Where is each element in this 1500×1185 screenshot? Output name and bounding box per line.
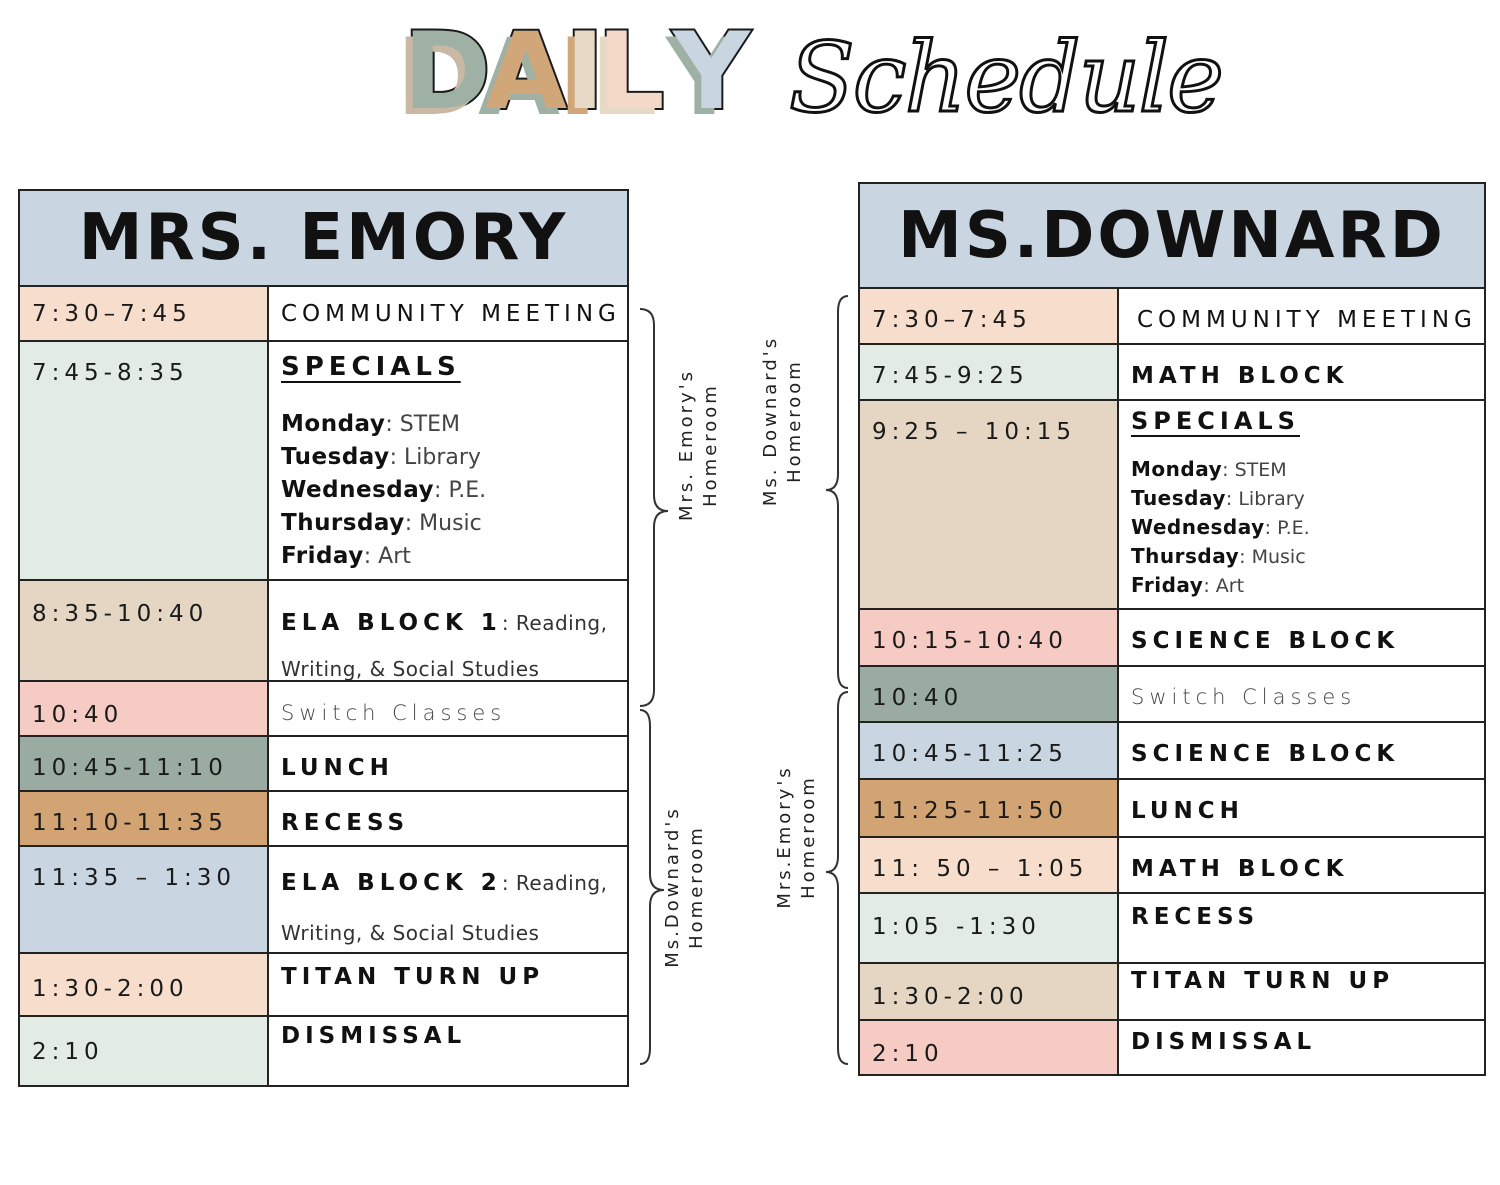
downard-act-titan	[1119, 964, 1484, 1020]
emory-time-ela1: 8:35-10:40	[20, 581, 269, 681]
emory-specials-tuesday: Tuesday: Library	[281, 444, 481, 470]
downard-label-math2: MATH BLOCK	[1131, 856, 1349, 882]
emory-time-ela2: 11:35 – 1:30	[20, 847, 269, 953]
downard-row-community	[860, 287, 1484, 344]
downard-label-lunch: LUNCH	[1131, 798, 1244, 824]
downard-specials-tuesday: Tuesday: Library	[1131, 486, 1305, 510]
emory-schedule	[18, 189, 629, 1087]
downard-label-switch: Switch Classes	[1131, 685, 1357, 709]
emory-act-specials	[269, 342, 627, 580]
downard-act-recess	[1119, 894, 1484, 963]
emory-label-titan: TITAN TURN UP	[281, 964, 545, 990]
downard-row-specials	[860, 399, 1484, 609]
emory-label-switch: Switch Classes	[281, 701, 507, 725]
downard-row-lunch	[860, 778, 1484, 837]
downard-time-titan: 1:30-2:00	[860, 964, 1119, 1020]
title-schedule: Schedule	[789, 22, 1222, 134]
brace-downard-top	[826, 296, 848, 688]
title-letter-l: L	[597, 10, 665, 133]
downard-time-math1: 7:45-9:25	[860, 345, 1119, 400]
emory-time-dismissal: 2:10	[20, 1017, 269, 1085]
emory-row-switch	[20, 680, 627, 736]
downard-row-dismissal	[860, 1019, 1484, 1074]
downard-schedule	[858, 182, 1486, 1076]
downard-act-math2	[1119, 838, 1484, 893]
emory-label-ela1: ELA BLOCK 1	[281, 610, 502, 636]
downard-time-science2: 10:45-11:25	[860, 723, 1119, 779]
downard-act-science1	[1119, 610, 1484, 666]
downard-time-recess: 1:05 -1:30	[860, 894, 1119, 963]
emory-time-community: 7:30–7:45	[20, 287, 269, 341]
emory-act-lunch	[269, 737, 627, 791]
emory-row-dismissal	[20, 1015, 627, 1085]
brace-label-downard-top: Ms. Downard's Homeroom	[760, 335, 805, 507]
downard-header	[860, 184, 1484, 289]
emory-time-recess: 11:10-11:35	[20, 792, 269, 846]
downard-act-switch	[1119, 667, 1484, 722]
downard-label-dismissal: DISMISSAL	[1131, 1029, 1317, 1055]
emory-specials-thursday: Thursday: Music	[281, 510, 482, 536]
brace-label-emory-bottom: Ms.Downard's Homeroom	[662, 806, 707, 968]
downard-act-lunch	[1119, 780, 1484, 837]
downard-time-community: 7:30–7:45	[860, 289, 1119, 344]
brace-downard-bottom	[826, 692, 848, 1064]
downard-time-lunch: 11:25-11:50	[860, 780, 1119, 837]
emory-note-ela1-b: Writing, & Social Studies	[281, 657, 540, 681]
emory-time-specials: 7:45-8:35	[20, 342, 269, 580]
emory-row-lunch	[20, 735, 627, 791]
emory-label-ela2: ELA BLOCK 2	[281, 870, 502, 896]
downard-act-community	[1119, 289, 1484, 344]
emory-row-specials	[20, 340, 627, 580]
emory-act-ela2: ELA BLOCK 2: Reading, Writing, & Social Studies	[281, 870, 608, 945]
brace-emory-top	[640, 309, 668, 706]
emory-act-recess	[269, 792, 627, 846]
emory-act-switch	[269, 682, 627, 736]
emory-specials-wednesday: Wednesday: P.E.	[281, 477, 487, 503]
downard-row-math1	[860, 343, 1484, 400]
page-title	[385, 10, 1222, 134]
downard-label-science2: SCIENCE BLOCK	[1131, 741, 1400, 767]
downard-time-dismissal: 2:10	[860, 1021, 1119, 1074]
downard-row-science1	[860, 608, 1484, 666]
downard-label-titan: TITAN TURN UP	[1131, 968, 1395, 994]
title-letter-d: D	[403, 10, 491, 133]
brace-label-downard-bottom: Mrs.Emory's Homeroom	[774, 765, 819, 909]
emory-act-community	[269, 287, 627, 341]
emory-row-community	[20, 285, 627, 341]
emory-note-ela2-b: Writing, & Social Studies	[281, 921, 540, 945]
emory-act-titan	[269, 954, 627, 1016]
downard-label-specials: SPECIALS	[1131, 407, 1300, 435]
downard-act-dismissal	[1119, 1021, 1484, 1074]
downard-specials-monday: Monday: STEM	[1131, 457, 1287, 481]
downard-row-titan	[860, 962, 1484, 1020]
emory-row-ela2	[20, 845, 627, 953]
downard-time-science1: 10:15-10:40	[860, 610, 1119, 666]
emory-specials-monday: Monday: STEM	[281, 411, 461, 437]
downard-time-math2: 11: 50 – 1:05	[860, 838, 1119, 893]
emory-label-dismissal: DISMISSAL	[281, 1023, 467, 1049]
emory-label-specials: SPECIALS	[281, 352, 461, 382]
downard-row-math2	[860, 836, 1484, 893]
emory-act-ela1: ELA BLOCK 1: Reading, Writing, & Social Studies	[281, 610, 608, 681]
downard-act-math1	[1119, 345, 1484, 400]
emory-label-lunch: LUNCH	[281, 755, 394, 781]
downard-specials-thursday: Thursday: Music	[1131, 544, 1306, 568]
downard-act-science2	[1119, 723, 1484, 779]
downard-label-community: COMMUNITY MEETING	[1137, 307, 1477, 333]
downard-label-science1: SCIENCE BLOCK	[1131, 628, 1400, 654]
emory-specials-friday: Friday: Art	[281, 543, 411, 569]
downard-name: MS.DOWNARD	[898, 198, 1446, 273]
downard-row-science2	[860, 721, 1484, 779]
downard-label-recess: RECESS	[1131, 904, 1260, 930]
downard-specials-friday: Friday: Art	[1131, 573, 1245, 597]
emory-name: MRS. EMORY	[78, 201, 569, 275]
emory-label-recess: RECESS	[281, 810, 410, 836]
title-letter-i: I	[565, 10, 605, 133]
downard-row-switch	[860, 665, 1484, 722]
emory-act-dismissal	[269, 1017, 627, 1085]
downard-row-recess	[860, 892, 1484, 963]
emory-time-switch: 10:40	[20, 682, 269, 736]
emory-row-recess	[20, 790, 627, 846]
emory-row-ela1	[20, 579, 627, 681]
downard-time-specials: 9:25 – 10:15	[860, 401, 1119, 609]
downard-act-specials	[1119, 401, 1484, 609]
title-letter-y: Y	[673, 10, 750, 133]
title-letter-a: A	[485, 10, 568, 133]
emory-header	[20, 191, 627, 287]
downard-time-switch: 10:40	[860, 667, 1119, 722]
downard-specials-wednesday: Wednesday: P.E.	[1131, 515, 1310, 539]
brace-label-emory-top: Mrs. Emory's Homeroom	[676, 368, 721, 522]
downard-label-math1: MATH BLOCK	[1131, 363, 1349, 389]
emory-note-ela1-a: Reading,	[515, 611, 608, 635]
emory-time-titan: 1:30-2:00	[20, 954, 269, 1016]
emory-row-titan	[20, 952, 627, 1016]
emory-note-ela2-a: Reading,	[515, 871, 608, 895]
emory-label-community: COMMUNITY MEETING	[281, 301, 621, 327]
emory-time-lunch: 10:45-11:10	[20, 737, 269, 791]
